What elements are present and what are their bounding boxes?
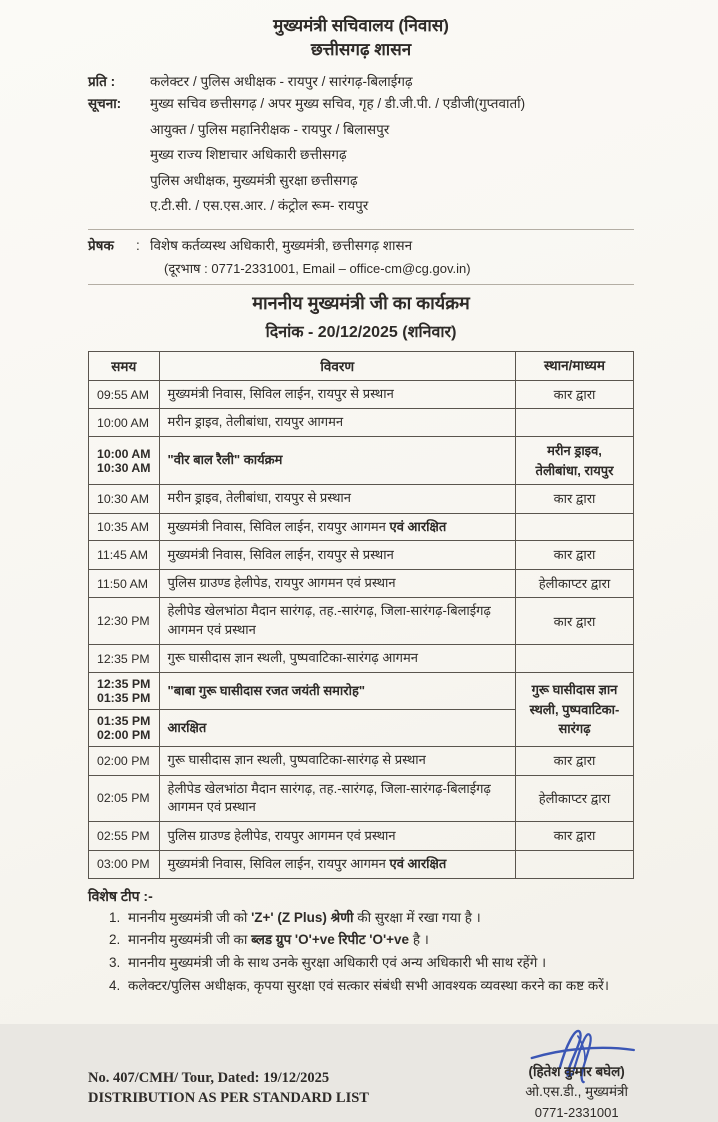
notes-title: विशेष टीप :-	[88, 887, 153, 904]
time-cell: 11:50 AM	[89, 569, 160, 598]
note-item: 3. माननीय मुख्यमंत्री जी के साथ उनके सुरक्षा अधिकारी एवं अन्य अधिकारी भी साथ रहेंगे ।	[124, 954, 634, 973]
schedule-row	[89, 747, 634, 776]
schedule-row	[89, 437, 634, 485]
location-cell: कार द्वारा	[516, 485, 634, 514]
from-row	[88, 236, 634, 256]
details-cell: हेलीपेड खेलभांठा मैदान सारंगढ़, तह.-सारंगढ़, जिला-सारंगढ़-बिलाईगढ़ आगमन एवं प्रस्थान	[159, 775, 515, 822]
location-cell	[516, 645, 634, 673]
col-header-location: स्थान/माध्यम	[516, 351, 634, 380]
schedule-row	[89, 850, 634, 878]
info-label: सूचना:	[88, 96, 122, 112]
time-cell: 10:00 AM	[89, 409, 160, 437]
notes-list	[88, 909, 634, 997]
schedule-row	[89, 775, 634, 822]
details-cell: "वीर बाल रैली" कार्यक्रम	[159, 437, 515, 485]
letterhead-title-line2: छत्तीसगढ़ शासन	[310, 39, 412, 59]
schedule-row	[89, 645, 634, 673]
program-date: दिनांक - 20/12/2025 (शनिवार)	[265, 323, 457, 341]
time-cell: 10:00 AM 10:30 AM	[89, 437, 160, 485]
schedule-row	[89, 485, 634, 514]
details-cell: मुख्यमंत्री निवास, सिविल लाईन, रायपुर आगमन एवं आरक्षित	[159, 850, 515, 878]
divider	[88, 229, 634, 230]
divider	[88, 284, 634, 285]
schedule-row	[89, 673, 634, 710]
location-cell	[516, 850, 634, 878]
details-cell: मरीन ड्राइव, तेलीबांधा, रायपुर आगमन	[159, 409, 515, 437]
location-cell: कार द्वारा	[516, 598, 634, 645]
time-cell: 12:35 PM 01:35 PM	[89, 673, 160, 710]
info-line: मुख्य राज्य शिष्टाचार अधिकारी छत्तीसगढ़	[150, 147, 347, 163]
schedule-row	[89, 541, 634, 570]
to-label: प्रति :	[88, 73, 116, 89]
note-item: 1. माननीय मुख्यमंत्री जी को 'Z+' (Z Plus) श्रेणी की सुरक्षा में रखा गया है ।	[124, 909, 634, 928]
program-title: माननीय मुख्यमंत्री जी का कार्यक्रम	[252, 292, 470, 313]
location-cell: मरीन ड्राइव, तेलीबांधा, रायपुर	[516, 437, 634, 485]
col-header-details: विवरण	[159, 351, 515, 380]
signatory-title: ओ.एस.डी., मुख्यमंत्री	[525, 1084, 628, 1100]
letterhead-title-line1: मुख्यमंत्री सचिवालय (निवास)	[273, 16, 449, 35]
time-cell: 03:00 PM	[89, 850, 160, 878]
schedule-row	[89, 569, 634, 598]
signatory-name: (हितेश कुमार बघेल)	[528, 1064, 625, 1080]
details-cell: "बाबा गुरू घासीदास रजत जयंती समारोह"	[159, 673, 515, 710]
details-cell: मुख्यमंत्री निवास, सिविल लाईन, रायपुर से प्रस्थान	[159, 541, 515, 570]
details-cell: गुरू घासीदास ज्ञान स्थली, पुष्पवाटिका-सारंगढ़ से प्रस्थान	[159, 747, 515, 776]
from-colon: :	[136, 237, 140, 253]
details-cell: पुलिस ग्राउण्ड हेलीपेड, रायपुर आगमन एवं प्रस्थान	[159, 569, 515, 598]
location-cell: कार द्वारा	[516, 822, 634, 851]
from-value: विशेष कर्तव्यस्थ अधिकारी, मुख्यमंत्री, छत्तीसगढ़ शासन	[150, 237, 413, 253]
details-cell: आरक्षित	[159, 710, 515, 747]
footer-reference-block	[88, 1069, 369, 1122]
details-cell: हेलीपेड खेलभांठा मैदान सारंगढ़, तह.-सारंगढ़, जिला-सारंगढ़-बिलाईगढ़ आगमन एवं प्रस्थान	[159, 598, 515, 645]
location-cell	[516, 409, 634, 437]
schedule-row	[89, 513, 634, 541]
details-cell: गुरू घासीदास ज्ञान स्थली, पुष्पवाटिका-सारंगढ़ आगमन	[159, 645, 515, 673]
from-label: प्रेषक	[88, 237, 114, 253]
schedule-row	[89, 822, 634, 851]
location-cell: कार द्वारा	[516, 747, 634, 776]
location-cell: कार द्वारा	[516, 380, 634, 409]
time-cell: 12:35 PM	[89, 645, 160, 673]
footer	[88, 1030, 634, 1122]
schedule-header-row	[89, 351, 634, 380]
letterhead	[88, 14, 634, 62]
time-cell: 01:35 PM 02:00 PM	[89, 710, 160, 747]
note-item: 2. माननीय मुख्यमंत्री जी का ब्लड ग्रुप 'O'+ve रिपीट 'O'+ve है ।	[124, 931, 634, 950]
note-item: 4. कलेक्टर/पुलिस अधीक्षक, कृपया सुरक्षा एवं सत्कार संबंधी सभी आवश्यक व्यवस्था करने का कष्ट करें।	[124, 977, 634, 996]
info-lines	[150, 94, 634, 222]
info-line: आयुक्त / पुलिस महानिरीक्षक - रायपुर / बिलासपुर	[150, 121, 390, 137]
details-cell: मुख्यमंत्री निवास, सिविल लाईन, रायपुर आगमन एवं आरक्षित	[159, 513, 515, 541]
col-header-time: समय	[89, 351, 160, 380]
location-cell: गुरू घासीदास ज्ञान स्थली, पुष्पवाटिका-सारंगढ़	[516, 673, 634, 747]
info-line: पुलिस अधीक्षक, मुख्यमंत्री सुरक्षा छत्तीसगढ़	[150, 172, 358, 188]
signature-block	[525, 1030, 634, 1122]
schedule-body	[89, 380, 634, 878]
special-notes	[88, 887, 634, 997]
reference-number-line: No. 407/CMH/ Tour, Dated: 19/12/2025	[88, 1069, 330, 1086]
schedule-row	[89, 598, 634, 645]
info-line: मुख्य सचिव छत्तीसगढ़ / अपर मुख्य सचिव, गृह / डी.जी.पी. / एडीजी(गुप्तवार्ता)	[150, 96, 526, 112]
location-cell: हेलीकाप्टर द्वारा	[516, 775, 634, 822]
schedule-table	[88, 351, 634, 879]
details-cell: मुख्यमंत्री निवास, सिविल लाईन, रायपुर से प्रस्थान	[159, 380, 515, 409]
time-cell: 02:55 PM	[89, 822, 160, 851]
time-cell: 02:05 PM	[89, 775, 160, 822]
location-cell: हेलीकाप्टर द्वारा	[516, 569, 634, 598]
info-row	[88, 94, 634, 222]
signatory-phone: 0771-2331001	[534, 1104, 619, 1120]
schedule-row	[89, 409, 634, 437]
distribution-line: DISTRIBUTION AS PER STANDARD LIST	[88, 1089, 369, 1106]
info-line: ए.टी.सी. / एस.एस.आर. / कंट्रोल रूम- रायपुर	[150, 198, 369, 214]
time-cell: 02:00 PM	[89, 747, 160, 776]
to-value: कलेक्टर / पुलिस अधीक्षक - रायपुर / सारंगढ़-बिलाईगढ़	[150, 73, 413, 89]
location-cell: कार द्वारा	[516, 541, 634, 570]
schedule-row	[89, 380, 634, 409]
time-cell: 09:55 AM	[89, 380, 160, 409]
details-cell: मरीन ड्राइव, तेलीबांधा, रायपुर से प्रस्थान	[159, 485, 515, 514]
time-cell: 10:35 AM	[89, 513, 160, 541]
to-row	[88, 72, 634, 92]
details-cell: पुलिस ग्राउण्ड हेलीपेड, रायपुर आगमन एवं प्रस्थान	[159, 822, 515, 851]
time-cell: 12:30 PM	[89, 598, 160, 645]
location-cell	[516, 513, 634, 541]
time-cell: 11:45 AM	[89, 541, 160, 570]
time-cell: 10:30 AM	[89, 485, 160, 514]
contact-line: (दूरभाष : 0771-2331001, Email – office-cm@cg.gov.in)	[164, 260, 471, 276]
